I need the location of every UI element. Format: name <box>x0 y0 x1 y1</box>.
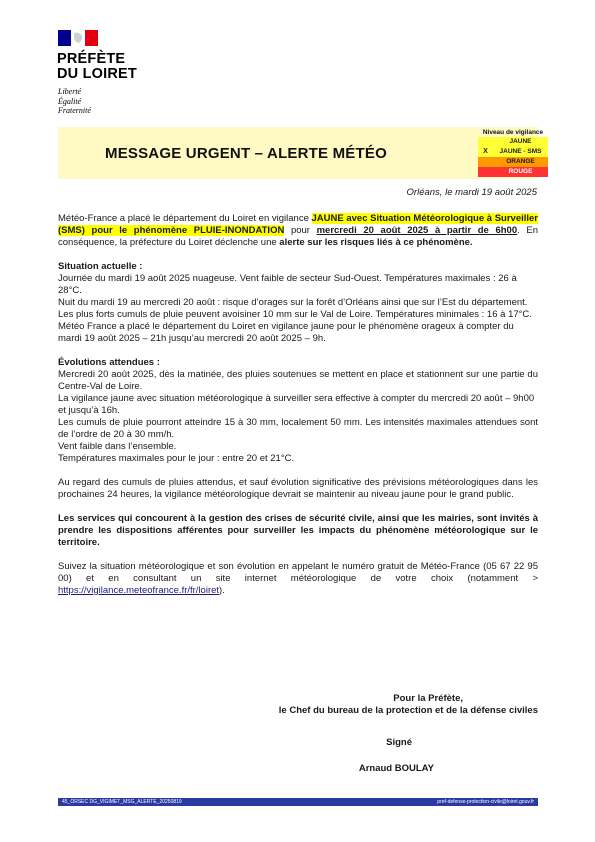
evolutions-title: Évolutions attendues : <box>58 357 160 368</box>
vigilance-label: JAUNE <box>493 137 548 147</box>
vigilance-label: ROUGE <box>493 167 548 177</box>
intro-text: Météo-France a placé le département du Loiret en vigilance <box>58 213 312 224</box>
vigilance-label: ORANGE <box>493 157 548 167</box>
message-body <box>58 213 538 597</box>
marianne-flag-icon <box>58 30 98 46</box>
prefecture-name-line1: PRÉFÈTE <box>57 51 126 67</box>
outlook-paragraph: Au regard des cumuls de pluies attendus, et sauf évolution significative des prévisions météorologiques dans les prochaines 24 heures, la vigilance météorologique devrait se maintenir au niveau jaune pour le grand public. <box>58 477 538 500</box>
evolution-line: Les cumuls de pluie pourront atteindre 15 à 30 mm, localement 50 mm. Les intensités maximales attendues sont de l’ordre de 20 à 30 mm/h. <box>58 417 538 440</box>
start-date: mercredi 20 août 2025 à partir de 6h00 <box>316 225 518 236</box>
footer-email: pref-defense-protection-civile@loiret.gouv.fr <box>437 799 534 805</box>
alert-statement: alerte sur les risques liés à ce phénomène. <box>279 237 473 248</box>
signature-signed: Signé <box>386 737 412 748</box>
services-paragraph: Les services qui concourent à la gestion des crises de sécurité civile, ainsi que les mairies, sont invités à prendre les dispositions afférentes pour surveiller les impacts du phénomène météorologique sur le territoire. <box>58 513 538 548</box>
motto-egalite: Égalité <box>58 96 82 106</box>
evolution-line: Mercredi 20 août 2025, dès la matinée, des pluies soutenues se mettent en place et stationnent sur une partie du Centre-Val de Loire. <box>58 369 538 392</box>
vigilance-header: Niveau de vigilance <box>482 129 544 136</box>
vigilance-row-jaune-sms <box>478 147 548 157</box>
vigilance-row-orange <box>478 157 548 167</box>
vigilance-highlight: JAUNE avec Situation Météorologique à Surveiller (SMS) pour le phénomène PLUIE-INONDATION <box>58 213 539 236</box>
evolution-line: Températures maximales pour le jour : entre 20 et 21°C. <box>58 453 295 464</box>
footer-bar <box>58 798 538 806</box>
vigilance-label: JAUNE - SMS <box>493 147 548 157</box>
vigilance-link[interactable]: https://vigilance.meteofrance.fr/fr/loiret <box>58 585 220 596</box>
follow-text: Suivez la situation météorologique et son évolution en appelant le numéro gratuit de Météo-France (05 67 22 95 00) et en consultant un site internet météorologique de votre choix (notamment > <box>58 561 538 584</box>
signature-line1: Pour la Préfète, <box>393 693 463 704</box>
situation-line: Nuit du mardi 19 au mercredi 20 août : risque d’orages sur la forêt d’Orléans ainsi que sur l’Est du département. Les plus forts cumuls de pluie peuvent avoisiner 10 mm sur le Val de Loire. Températures minimales : 16 à 17°C. <box>58 297 532 320</box>
follow-text-end: ). <box>219 585 225 596</box>
vigilance-row-rouge <box>478 167 548 177</box>
vigilance-mark: X <box>478 147 493 157</box>
situation-title: Situation actuelle : <box>58 261 143 272</box>
vigilance-row-jaune <box>478 137 548 147</box>
motto-fraternite: Fraternité <box>58 106 91 115</box>
republic-motto <box>58 87 91 116</box>
signature-line2: le Chef du bureau de la protection et de la défense civiles <box>278 705 538 716</box>
intro-paragraph <box>58 213 538 249</box>
date-line: Orléans, le mardi 19 août 2025 <box>406 187 537 198</box>
alert-title: MESSAGE URGENT – ALERTE MÉTÉO <box>105 145 387 162</box>
vigilance-mark <box>478 137 493 147</box>
signatory-name: Arnaud BOULAY <box>358 763 434 774</box>
prefecture-name <box>57 52 137 82</box>
vigilance-mark <box>478 157 493 167</box>
evolution-line: Vent faible dans l’ensemble. <box>58 441 177 452</box>
follow-paragraph <box>58 561 538 597</box>
prefecture-name-line2: DU LOIRET <box>57 66 137 82</box>
situation-line: Journée du mardi 19 août 2025 nuageuse. Vent faible de secteur Sud-Ouest. Températures maximales : 26 à 28°C. <box>58 273 517 296</box>
intro-text: pour <box>284 225 317 236</box>
signature-block <box>58 693 538 774</box>
footer-reference: 45_ORSEC DG_VIGIMET_MSG_ALERTE_20250819 <box>62 799 182 805</box>
vigilance-mark <box>478 167 493 177</box>
situation-line: Météo France a placé le département du Loiret en vigilance jaune pour le phénomène orageux à compter du mardi 19 août 2025 – 21h jusqu’au mercredi 20 août 2025 – 9h. <box>58 321 514 344</box>
motto-liberte: Liberté <box>58 87 82 96</box>
vigilance-level-table <box>478 128 548 177</box>
evolution-line: La vigilance jaune avec situation météorologique à surveiller sera effective à compter du mercredi 20 août – 9h00 et jusqu’à 16h. <box>58 393 535 416</box>
intro-text: . En conséquence, la préfecture du Loiret déclenche une <box>58 225 539 248</box>
